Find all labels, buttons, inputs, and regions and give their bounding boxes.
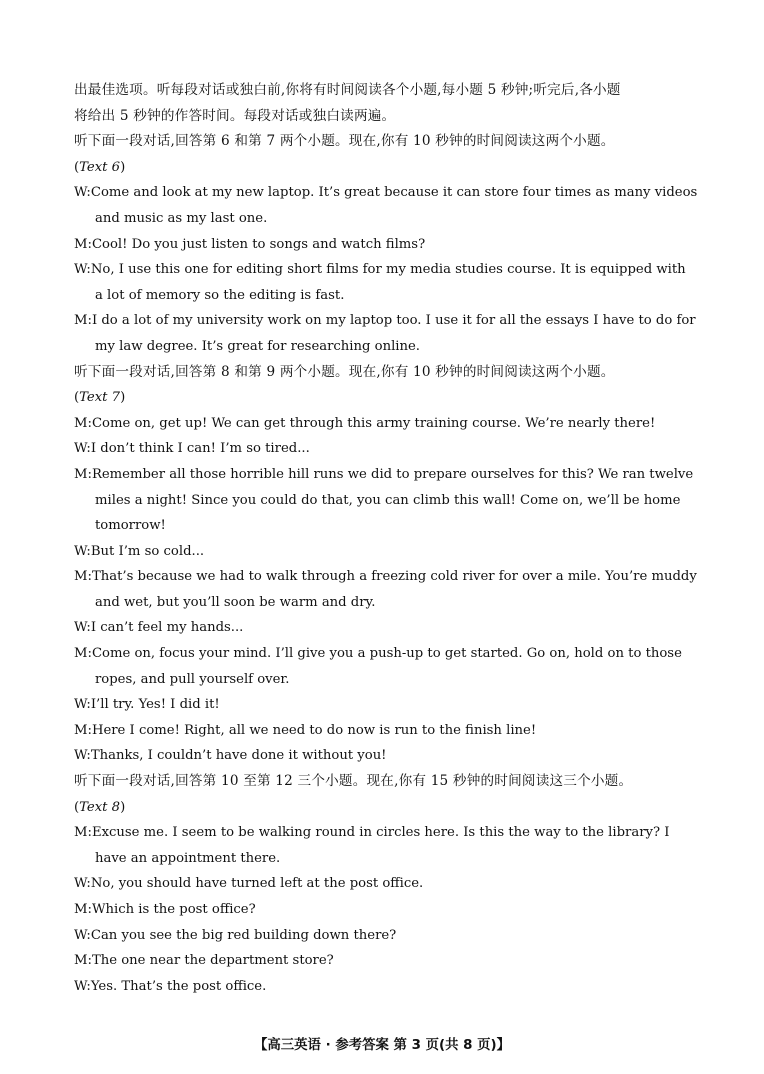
text-section-label: Text 7 (79, 390, 121, 406)
dialogue-continuation: my law degree. It’s great for researching online. (95, 338, 420, 354)
dialogue-line: W:I’ll try. Yes! I did it! (74, 697, 220, 713)
dialogue-continuation: and music as my last one. (95, 210, 268, 226)
page-footer: 【高三英语 · 参考答案 第 3 页(共 8 页)】 (253, 1038, 511, 1053)
dialogue-line: M:Come on, get up! We can get through this army training course. We’re nearly there! (74, 415, 656, 431)
dialogue-line: W:Can you see the big red building down there? (74, 927, 397, 943)
dialogue-line: M:I do a lot of my university work on my laptop too. I use it for all the essays I have to do for (74, 313, 696, 329)
dialogue-line: M:The one near the department store? (74, 953, 334, 969)
dialogue-line: W:Yes. That’s the post office. (74, 978, 267, 994)
dialogue-line: M:Come on, focus your mind. I’ll give you a push-up to get started. Go on, hold on to those (74, 646, 682, 662)
dialogue-line: W:I can’t feel my hands... (74, 620, 244, 636)
dialogue-line: M:Cool! Do you just listen to songs and watch films? (74, 236, 426, 252)
instruction-line: 听下面一段对话,回答第 6 和第 7 两个小题。现在,你有 10 秒钟的时间阅读这两个小题。 (74, 133, 615, 150)
text-section-label: Text 8 (79, 799, 121, 815)
dialogue-line: M:Which is the post office? (74, 902, 256, 917)
dialogue-line: W:Come and look at my new laptop. It’s great because it can store four times as many videos (74, 185, 698, 201)
dialogue-continuation: miles a night! Since you could do that, you can climb this wall! Come on, we’ll be home (95, 492, 681, 508)
instruction-line: 听下面一段对话,回答第 10 至第 12 三个小题。现在,你有 15 秒钟的时间阅读这三个小题。 (74, 773, 633, 790)
dialogue-line: M:That’s because we had to walk through a freezing cold river for over a mile. You’re muddy (74, 569, 697, 585)
text-section-tag: (Text 8) (74, 799, 126, 815)
dialogue-line: W:I don’t think I can! I’m so tired... (74, 441, 310, 457)
dialogue-continuation: tomorrow! (95, 518, 166, 534)
dialogue-line: W:But I’m so cold... (74, 543, 205, 559)
instruction-line: 将给出 5 秒钟的作答时间。每段对话或独白读两遍。 (74, 107, 396, 124)
dialogue-continuation: have an appointment there. (95, 850, 281, 866)
text-section-tag: (Text 7) (74, 390, 126, 406)
dialogue-line: M:Excuse me. I seem to be walking round in circles here. Is this the way to the library? I (74, 825, 670, 841)
dialogue-line: M:Here I come! Right, all we need to do now is run to the finish line! (74, 722, 537, 738)
dialogue-line: M:Remember all those horrible hill runs we did to prepare ourselves for this? We ran twelve (74, 466, 694, 482)
dialogue-continuation: and wet, but you’ll soon be warm and dry. (95, 594, 376, 610)
instruction-line: 听下面一段对话,回答第 8 和第 9 两个小题。现在,你有 10 秒钟的时间阅读这两个小题。 (74, 363, 615, 380)
dialogue-continuation: ropes, and pull yourself over. (95, 671, 290, 687)
text-section-tag: (Text 6) (74, 159, 126, 175)
dialogue-line: W:Thanks, I couldn’t have done it without you! (74, 748, 387, 764)
transcript-body (74, 78, 696, 999)
dialogue-line: W:No, I use this one for editing short films for my media studies course. It is equipped with (74, 262, 686, 278)
text-section-label: Text 6 (79, 159, 121, 175)
dialogue-continuation: a lot of memory so the editing is fast. (95, 287, 345, 303)
dialogue-line: W:No, you should have turned left at the post office. (74, 876, 424, 892)
instruction-line: 出最佳选项。听每段对话或独白前,你将有时间阅读各个小题,每小题 5 秒钟;听完后,各小题 (74, 82, 621, 98)
